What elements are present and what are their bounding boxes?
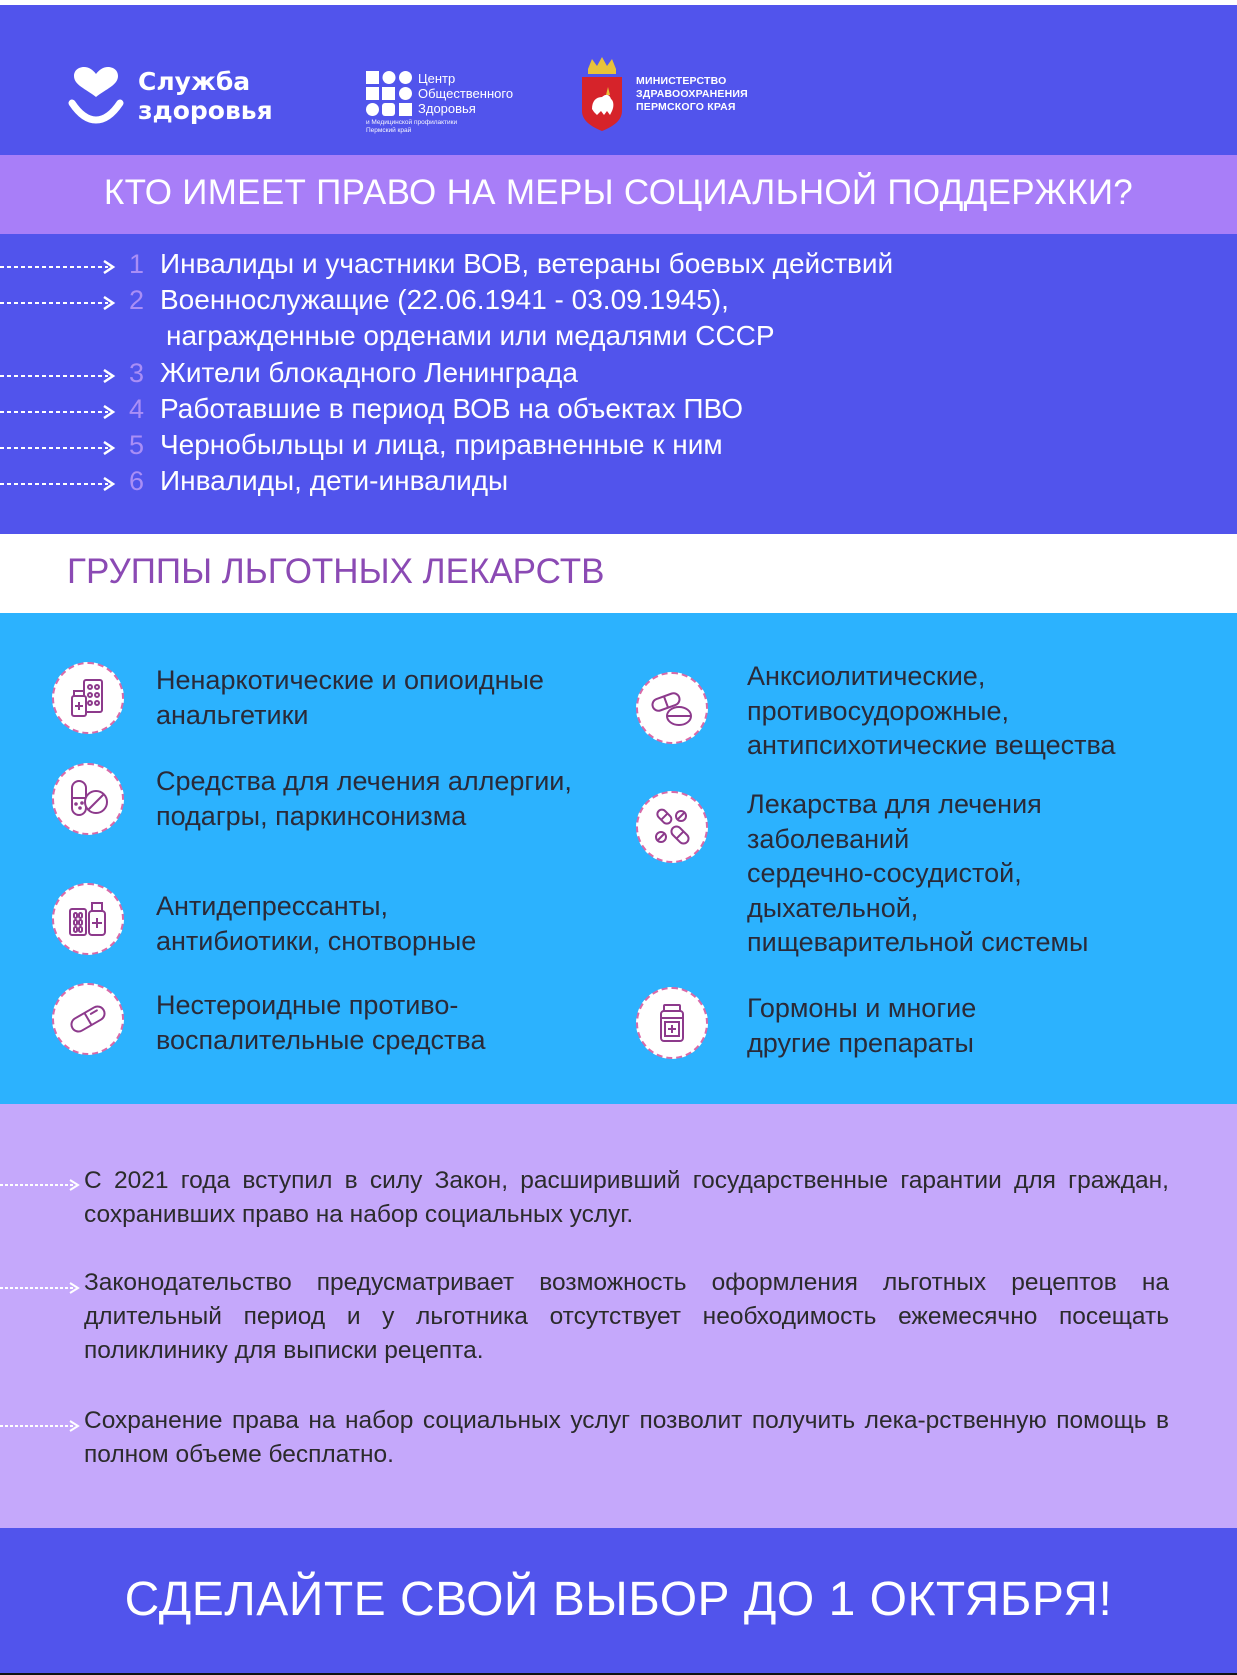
- logo2-line2: Общественного: [418, 86, 514, 101]
- logo2-line3: Здоровья: [418, 101, 476, 116]
- drug-group-6-line1: Лекарства для лечения: [747, 789, 1042, 819]
- drugs-title: ГРУППЫ ЛЬГОТНЫХ ЛЕКАРСТВ: [67, 552, 605, 591]
- ministry-logo: [580, 57, 748, 131]
- capsule-icon: [52, 983, 124, 1055]
- drug-group-6-line4: дыхательной,: [747, 892, 919, 923]
- drug-group-2-line2: подагры, паркинсонизма: [156, 800, 467, 831]
- list-item-text: Инвалиды и участники ВОВ, ветераны боевых действий: [160, 248, 894, 279]
- drug-group-4-line1: Нестероидные противо-: [156, 990, 459, 1020]
- info-paragraph-2: Законодательство предусматривает возможность оформления льготных рецептов на длительный период и у льготника отсутствует необходимость ежемесячно посещать поликлинику для выписки рецепта.: [84, 1269, 1169, 1364]
- dashed-arrow-icon: [0, 405, 116, 419]
- capsule-tablet-icon: [52, 763, 124, 835]
- drug-group-1-line1: Ненаркотические и опиоидные: [156, 665, 544, 695]
- drug-group-7-line1: Гормоны и многие: [747, 993, 977, 1023]
- heart-smile-icon: [68, 67, 124, 125]
- info-paragraph-1: С 2021 года вступил в силу Закон, расширивший государственные гарантии для граждан, сохранивших право на набор социальных услуг.: [84, 1167, 1169, 1228]
- pills-icon: [636, 791, 708, 863]
- drug-groups: [0, 613, 1237, 1104]
- list-item-number: 3: [129, 358, 145, 388]
- list-item-text: Жители блокадного Ленинграда: [160, 357, 578, 388]
- blister-bottle-icon: [52, 883, 124, 955]
- eligible-list: [0, 234, 1237, 534]
- medicine-bottle-icon: [636, 987, 708, 1059]
- dots-grid-icon: [366, 71, 412, 117]
- dashed-arrow-icon: [0, 296, 116, 310]
- drug-group-3-line2: антибиотики, снотворные: [156, 925, 477, 956]
- header: [0, 5, 1237, 155]
- drug-group-7-line2: другие препараты: [747, 1027, 974, 1058]
- perm-coat-of-arms-icon: [580, 57, 624, 131]
- eligible-title: КТО ИМЕЕТ ПРАВО НА МЕРЫ СОЦИАЛЬНОЙ ПОДДЕРЖКИ?: [103, 173, 1134, 212]
- drug-group-6-line5: пищеварительной системы: [747, 927, 1089, 957]
- list-item: [0, 427, 1237, 463]
- drug-group-5-line1: Анксиолитические,: [747, 661, 986, 691]
- drug-group-1-line2: анальгетики: [156, 699, 309, 730]
- sluzhba-zdorovya-logo: [68, 67, 273, 125]
- list-item-text: Чернобыльцы и лица, приравненные к ним: [160, 429, 723, 460]
- list-item-number: 2: [129, 285, 145, 315]
- list-item-text: Работавшие в период ВОВ на объектах ПВО: [160, 393, 744, 424]
- drug-group-5-line3: антипсихотические вещества: [747, 730, 1116, 760]
- dashed-arrow-icon: [0, 260, 116, 274]
- dashed-arrow-icon: [0, 369, 116, 383]
- logo3-line2: ЗДРАВООХРАНЕНИЯ: [636, 87, 748, 100]
- logo2-line1: Центр: [418, 71, 456, 86]
- drug-group-6-line3: сердечно-сосудистой,: [747, 858, 1022, 888]
- pill-pack-icon: [52, 662, 124, 734]
- capsule-pill-icon: [636, 672, 708, 744]
- footer: [0, 1528, 1237, 1675]
- drugs-title-band: [0, 534, 1237, 613]
- list-item: [0, 391, 1237, 427]
- drug-group-4-line2: воспалительные средства: [156, 1024, 486, 1055]
- list-item-number: 6: [129, 466, 145, 496]
- list-item-text: Инвалиды, дети-инвалиды: [160, 465, 509, 496]
- public-health-center-logo: [366, 71, 514, 134]
- deadline-slogan: СДЕЛАЙТЕ СВОЙ ВЫБОР ДО 1 ОКТЯБРЯ!: [124, 1573, 1113, 1626]
- list-item: [0, 246, 1237, 282]
- drug-group-3-line1: Антидепрессанты,: [156, 891, 388, 921]
- drug-group-2-line1: Средства для лечения аллергии,: [156, 766, 572, 796]
- logo2-sub1: и Медицинской профилактики: [366, 119, 458, 126]
- list-item: [0, 282, 1237, 351]
- drug-group-6-line2: заболеваний: [747, 823, 910, 854]
- list-item-text: Военнослужащие (22.06.1941 - 03.09.1945),: [160, 284, 729, 315]
- eligible-title-band: [0, 155, 1237, 234]
- logo3-line1: МИНИСТЕРСТВО: [636, 74, 727, 87]
- drug-group-5-line2: противосудорожные,: [747, 695, 1010, 726]
- list-item-text-line2: награжденные орденами или медалями СССР: [166, 320, 775, 351]
- list-item: [0, 463, 1237, 499]
- dashed-arrow-icon: [0, 1179, 80, 1191]
- logo3-line3: ПЕРМСКОГО КРАЯ: [636, 100, 736, 113]
- logo2-sub2: Пермский край: [366, 127, 412, 134]
- info-section: [0, 1104, 1237, 1528]
- logo1-line2: здоровья: [138, 96, 273, 125]
- list-item-number: 4: [129, 394, 145, 424]
- list-item-number: 5: [129, 430, 145, 460]
- dashed-arrow-icon: [0, 1420, 80, 1432]
- info-paragraph-3: Сохранение права на набор социальных услуг позволит получить лека-рственную помощь в полном объеме бесплатно.: [84, 1407, 1169, 1468]
- dashed-arrow-icon: [0, 477, 116, 491]
- dashed-arrow-icon: [0, 441, 116, 455]
- list-item-number: 1: [129, 249, 145, 279]
- dashed-arrow-icon: [0, 1282, 80, 1294]
- list-item: [0, 355, 1237, 391]
- logo1-line1: Служба: [138, 67, 251, 96]
